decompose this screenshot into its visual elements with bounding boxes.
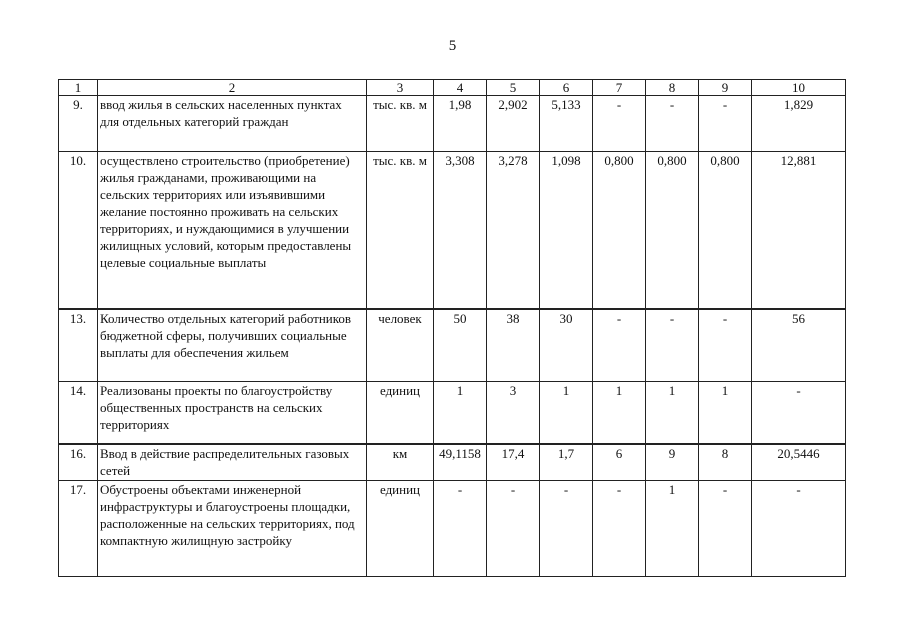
row-value: 1 <box>646 382 699 444</box>
row-value: - <box>593 309 646 382</box>
row-unit: тыс. кв. м <box>367 96 434 152</box>
indicators-table <box>58 79 846 577</box>
row-value: - <box>646 96 699 152</box>
row-name: Количество отдельных категорий работников бюджетной сферы, получивших социальные выплаты для обеспечения жильем <box>98 309 367 382</box>
row-value: 12,881 <box>752 152 846 309</box>
header-cell: 6 <box>540 80 593 96</box>
row-value: 6 <box>593 444 646 481</box>
row-name: Реализованы проекты по благоустройству общественных пространств на сельских территориях <box>98 382 367 444</box>
row-value: 1 <box>593 382 646 444</box>
row-number: 10. <box>59 152 98 309</box>
table-row <box>59 382 846 444</box>
row-name: осуществлено строительство (приобретение) жилья гражданами, проживающими на сельских территориях или изъявившими желание постоянно проживать на сельских территориях, и нуждающимися в улучшении жилищных условий, которым предоставлены целевые социальные выплаты <box>98 152 367 309</box>
row-unit: человек <box>367 309 434 382</box>
row-number: 16. <box>59 444 98 481</box>
row-value: 0,800 <box>593 152 646 309</box>
row-value: 1 <box>540 382 593 444</box>
row-value: 2,902 <box>487 96 540 152</box>
header-cell: 3 <box>367 80 434 96</box>
row-name: Обустроены объектами инженерной инфраструктуры и благоустроены площадки, расположенные на сельских территориях, под компактную жилищную застройку <box>98 481 367 577</box>
row-unit: тыс. кв. м <box>367 152 434 309</box>
row-value: - <box>699 96 752 152</box>
row-value: - <box>752 481 846 577</box>
row-value: 1,7 <box>540 444 593 481</box>
row-unit: единиц <box>367 382 434 444</box>
row-number: 9. <box>59 96 98 152</box>
header-cell: 1 <box>59 80 98 96</box>
row-value: - <box>434 481 487 577</box>
row-value: - <box>593 96 646 152</box>
header-cell: 8 <box>646 80 699 96</box>
row-unit: единиц <box>367 481 434 577</box>
row-value: 1 <box>699 382 752 444</box>
page-number: 5 <box>448 38 457 54</box>
row-value: 0,800 <box>646 152 699 309</box>
row-value: 9 <box>646 444 699 481</box>
header-cell: 10 <box>752 80 846 96</box>
row-value: 1 <box>434 382 487 444</box>
table-header-row <box>59 80 846 96</box>
table-row <box>59 444 846 481</box>
row-value: 3,308 <box>434 152 487 309</box>
header-cell: 7 <box>593 80 646 96</box>
row-value: 17,4 <box>487 444 540 481</box>
row-number: 17. <box>59 481 98 577</box>
table-row <box>59 96 846 152</box>
row-value: 0,800 <box>699 152 752 309</box>
row-name: ввод жилья в сельских населенных пунктах для отдельных категорий граждан <box>98 96 367 152</box>
row-number: 13. <box>59 309 98 382</box>
row-value: - <box>593 481 646 577</box>
header-cell: 5 <box>487 80 540 96</box>
table-row <box>59 309 846 382</box>
header-cell: 2 <box>98 80 367 96</box>
row-value: 3 <box>487 382 540 444</box>
row-value: 1 <box>646 481 699 577</box>
header-cell: 4 <box>434 80 487 96</box>
row-value: 20,5446 <box>752 444 846 481</box>
row-number: 14. <box>59 382 98 444</box>
row-value: 38 <box>487 309 540 382</box>
row-value: - <box>540 481 593 577</box>
row-value: 56 <box>752 309 846 382</box>
row-value: - <box>487 481 540 577</box>
row-value: 50 <box>434 309 487 382</box>
row-value: - <box>752 382 846 444</box>
row-value: 8 <box>699 444 752 481</box>
table-row <box>59 481 846 577</box>
row-value: 49,1158 <box>434 444 487 481</box>
row-value: 5,133 <box>540 96 593 152</box>
row-value: 1,98 <box>434 96 487 152</box>
header-cell: 9 <box>699 80 752 96</box>
row-value: 1,829 <box>752 96 846 152</box>
row-name: Ввод в действие распределительных газовых сетей <box>98 444 367 481</box>
row-unit: км <box>367 444 434 481</box>
row-value: 3,278 <box>487 152 540 309</box>
table-row <box>59 152 846 309</box>
row-value: 30 <box>540 309 593 382</box>
row-value: - <box>646 309 699 382</box>
row-value: - <box>699 481 752 577</box>
row-value: 1,098 <box>540 152 593 309</box>
row-value: - <box>699 309 752 382</box>
